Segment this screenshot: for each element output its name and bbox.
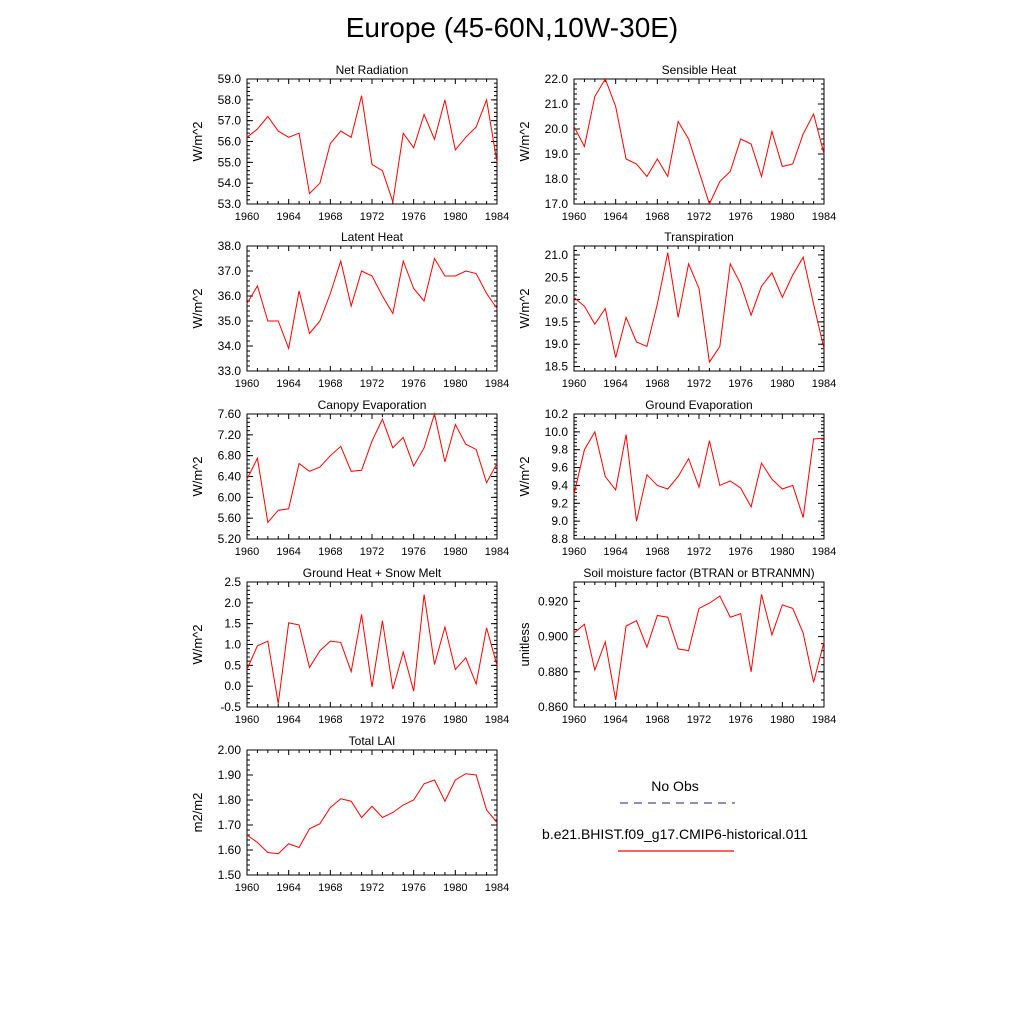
- y-tick-label: 9.0: [551, 514, 568, 529]
- x-tick-label: 1984: [484, 546, 510, 558]
- x-tick-label: 1980: [770, 714, 795, 726]
- chart-title: Ground Heat + Snow Melt: [302, 566, 442, 580]
- chart-title: Total LAI: [348, 734, 396, 748]
- x-tick-label: 1968: [645, 714, 670, 726]
- y-tick-label: 21.0: [544, 97, 568, 111]
- y-tick-label: 33.0: [217, 364, 241, 378]
- y-tick-label: 1.50: [217, 868, 241, 882]
- y-tick-label: 56.0: [217, 134, 241, 149]
- x-tick-label: 1960: [561, 714, 587, 726]
- y-tick-label: 54.0: [217, 176, 241, 191]
- x-tick-label: 1972: [359, 882, 385, 894]
- chart-panel-7: [190, 566, 509, 726]
- legend-model-line: [530, 847, 820, 855]
- x-tick-label: 1968: [645, 378, 670, 390]
- y-tick-label: 0.860: [537, 700, 568, 714]
- y-tick-label: 35.0: [217, 314, 241, 328]
- x-tick-label: 1964: [603, 211, 628, 223]
- x-tick-label: 1964: [276, 378, 301, 390]
- y-tick-label: 19.0: [544, 147, 568, 161]
- x-tick-label: 1972: [359, 211, 385, 223]
- y-tick-label: 7.20: [217, 427, 241, 442]
- x-tick-label: 1976: [728, 546, 753, 558]
- x-tick-label: 1980: [770, 546, 795, 558]
- x-tick-label: 1976: [401, 714, 426, 726]
- plot-frame: [574, 414, 824, 539]
- x-tick-label: 1980: [443, 882, 468, 894]
- x-tick-label: 1972: [359, 714, 385, 726]
- series-line: [247, 259, 497, 349]
- x-tick-label: 1964: [276, 546, 301, 558]
- y-tick-label: 0.880: [537, 664, 568, 679]
- y-tick-label: 58.0: [217, 92, 241, 107]
- y-axis-label: m2/m2: [190, 792, 205, 833]
- series-line: [247, 595, 497, 704]
- series-line: [574, 79, 824, 204]
- x-tick-label: 1980: [770, 378, 795, 390]
- chart-panel-8: [517, 566, 836, 726]
- x-tick-label: 1980: [443, 378, 468, 390]
- chart-panel-4: [517, 230, 836, 390]
- x-tick-label: 1960: [234, 378, 260, 390]
- x-tick-label: 1968: [645, 211, 670, 223]
- series-line: [574, 253, 824, 362]
- y-tick-label: 2.00: [217, 743, 241, 757]
- plot-frame: [574, 79, 824, 204]
- chart-panel-1: [190, 63, 509, 223]
- x-tick-label: 1980: [443, 714, 468, 726]
- y-tick-label: 53.0: [217, 197, 241, 211]
- chart-panel-5: [190, 398, 509, 558]
- y-axis-label: W/m^2: [517, 456, 532, 497]
- y-tick-label: 21.0: [544, 247, 568, 262]
- chart-panel-3: [190, 230, 509, 390]
- y-tick-label: 8.8: [551, 532, 568, 546]
- series-line: [574, 432, 824, 521]
- y-tick-label: 1.80: [217, 793, 241, 807]
- y-tick-label: 2.5: [224, 575, 241, 589]
- x-tick-label: 1980: [443, 546, 468, 558]
- x-tick-label: 1984: [484, 378, 510, 390]
- x-tick-label: 1984: [811, 378, 837, 390]
- y-tick-label: 19.0: [544, 337, 568, 352]
- y-tick-label: 2.0: [224, 595, 241, 610]
- y-tick-label: 18.0: [544, 172, 568, 186]
- legend-obs-line: [530, 799, 820, 807]
- y-tick-label: 10.0: [544, 424, 568, 439]
- y-tick-label: -0.5: [220, 700, 241, 714]
- page-title: Europe (45-60N,10W-30E): [345, 12, 679, 43]
- y-tick-label: 36.0: [217, 289, 241, 303]
- y-axis-label: W/m^2: [190, 624, 205, 665]
- y-tick-label: 1.90: [217, 768, 241, 782]
- chart-title: Ground Evaporation: [645, 398, 753, 412]
- x-tick-label: 1960: [234, 546, 260, 558]
- x-tick-label: 1984: [484, 882, 510, 894]
- x-tick-label: 1968: [645, 546, 670, 558]
- x-tick-label: 1980: [770, 211, 795, 223]
- x-tick-label: 1976: [728, 378, 753, 390]
- y-axis-label: W/m^2: [190, 121, 205, 162]
- chart-title: Transpiration: [664, 230, 734, 244]
- x-tick-label: 1968: [318, 211, 343, 223]
- y-tick-label: 5.20: [217, 532, 241, 546]
- y-tick-label: 18.5: [544, 359, 568, 374]
- x-tick-label: 1976: [401, 882, 426, 894]
- x-tick-label: 1960: [561, 211, 587, 223]
- y-tick-label: 1.60: [217, 843, 241, 857]
- x-tick-label: 1968: [318, 714, 343, 726]
- y-tick-label: 6.80: [217, 448, 241, 463]
- x-tick-label: 1972: [686, 378, 712, 390]
- x-tick-label: 1972: [686, 546, 712, 558]
- x-tick-label: 1984: [811, 714, 837, 726]
- plot-frame: [247, 79, 497, 204]
- legend-obs-label: No Obs: [651, 778, 699, 794]
- y-tick-label: 17.0: [544, 197, 568, 211]
- legend-model-label: b.e21.BHIST.f09_g17.CMIP6-historical.011: [542, 826, 808, 842]
- x-tick-label: 1972: [359, 378, 385, 390]
- x-tick-label: 1964: [276, 714, 301, 726]
- x-tick-label: 1960: [234, 211, 260, 223]
- x-tick-label: 1960: [234, 882, 260, 894]
- y-tick-label: 55.0: [217, 155, 241, 170]
- x-tick-label: 1972: [359, 546, 385, 558]
- plot-frame: [247, 246, 497, 371]
- y-axis-label: unitless: [517, 622, 532, 667]
- y-tick-label: 5.60: [217, 511, 241, 526]
- y-axis-label: W/m^2: [517, 121, 532, 162]
- y-tick-label: 9.6: [551, 460, 568, 475]
- y-tick-label: 10.2: [544, 407, 568, 421]
- y-tick-label: 0.0: [224, 679, 241, 694]
- plot-frame: [574, 582, 824, 707]
- x-tick-label: 1964: [603, 714, 628, 726]
- x-tick-label: 1960: [561, 378, 587, 390]
- x-tick-label: 1964: [603, 378, 628, 390]
- y-tick-label: 22.0: [544, 72, 568, 86]
- x-tick-label: 1984: [484, 714, 510, 726]
- series-line: [247, 774, 497, 854]
- chart-title: Net Radiation: [335, 63, 409, 77]
- y-tick-label: 7.60: [217, 407, 241, 421]
- y-axis-label: W/m^2: [190, 288, 205, 329]
- plot-frame: [574, 246, 824, 371]
- x-tick-label: 1964: [276, 211, 301, 223]
- series-line: [247, 414, 497, 522]
- y-tick-label: 34.0: [217, 339, 241, 353]
- chart-panel-2: [517, 63, 836, 223]
- x-tick-label: 1972: [686, 211, 712, 223]
- y-axis-label: W/m^2: [190, 456, 205, 497]
- plot-frame: [247, 582, 497, 707]
- y-tick-label: 6.40: [217, 469, 241, 484]
- x-tick-label: 1984: [811, 211, 837, 223]
- y-tick-label: 0.920: [537, 594, 568, 609]
- chart-title: Sensible Heat: [661, 63, 737, 77]
- chart-title: Latent Heat: [340, 230, 404, 244]
- x-tick-label: 1968: [318, 882, 343, 894]
- y-tick-label: 0.5: [224, 658, 241, 673]
- y-tick-label: 38.0: [217, 239, 241, 253]
- y-tick-label: 20.0: [544, 122, 568, 136]
- chart-panel-6: [517, 398, 836, 558]
- y-tick-label: 1.5: [224, 616, 241, 631]
- x-tick-label: 1976: [728, 211, 753, 223]
- y-tick-label: 6.00: [217, 490, 241, 505]
- x-tick-label: 1968: [318, 546, 343, 558]
- y-tick-label: 9.8: [551, 442, 568, 457]
- x-tick-label: 1964: [276, 882, 301, 894]
- y-tick-label: 20.5: [544, 270, 568, 285]
- x-tick-label: 1964: [603, 546, 628, 558]
- y-tick-label: 59.0: [217, 72, 241, 86]
- legend: [530, 778, 820, 860]
- y-tick-label: 9.4: [551, 478, 568, 493]
- x-tick-label: 1984: [811, 546, 837, 558]
- y-tick-label: 19.5: [544, 314, 568, 329]
- chart-title: Soil moisture factor (BTRAN or BTRANMN): [583, 566, 815, 580]
- x-tick-label: 1976: [728, 714, 753, 726]
- series-line: [247, 96, 497, 202]
- x-tick-label: 1984: [484, 211, 510, 223]
- y-tick-label: 0.900: [537, 629, 568, 644]
- y-tick-label: 1.0: [224, 637, 241, 652]
- series-line: [574, 594, 824, 700]
- y-tick-label: 1.70: [217, 818, 241, 832]
- x-tick-label: 1960: [234, 714, 260, 726]
- x-tick-label: 1976: [401, 378, 426, 390]
- chart-title: Canopy Evaporation: [317, 398, 427, 412]
- y-tick-label: 37.0: [217, 264, 241, 278]
- y-tick-label: 9.2: [551, 496, 568, 511]
- x-tick-label: 1960: [561, 546, 587, 558]
- y-tick-label: 20.0: [544, 292, 568, 307]
- x-tick-label: 1976: [401, 546, 426, 558]
- x-tick-label: 1976: [401, 211, 426, 223]
- x-tick-label: 1972: [686, 714, 712, 726]
- y-tick-label: 57.0: [217, 113, 241, 128]
- x-tick-label: 1980: [443, 211, 468, 223]
- plot-frame: [247, 750, 497, 875]
- chart-panel-9: [190, 734, 509, 894]
- y-axis-label: W/m^2: [517, 288, 532, 329]
- x-tick-label: 1968: [318, 378, 343, 390]
